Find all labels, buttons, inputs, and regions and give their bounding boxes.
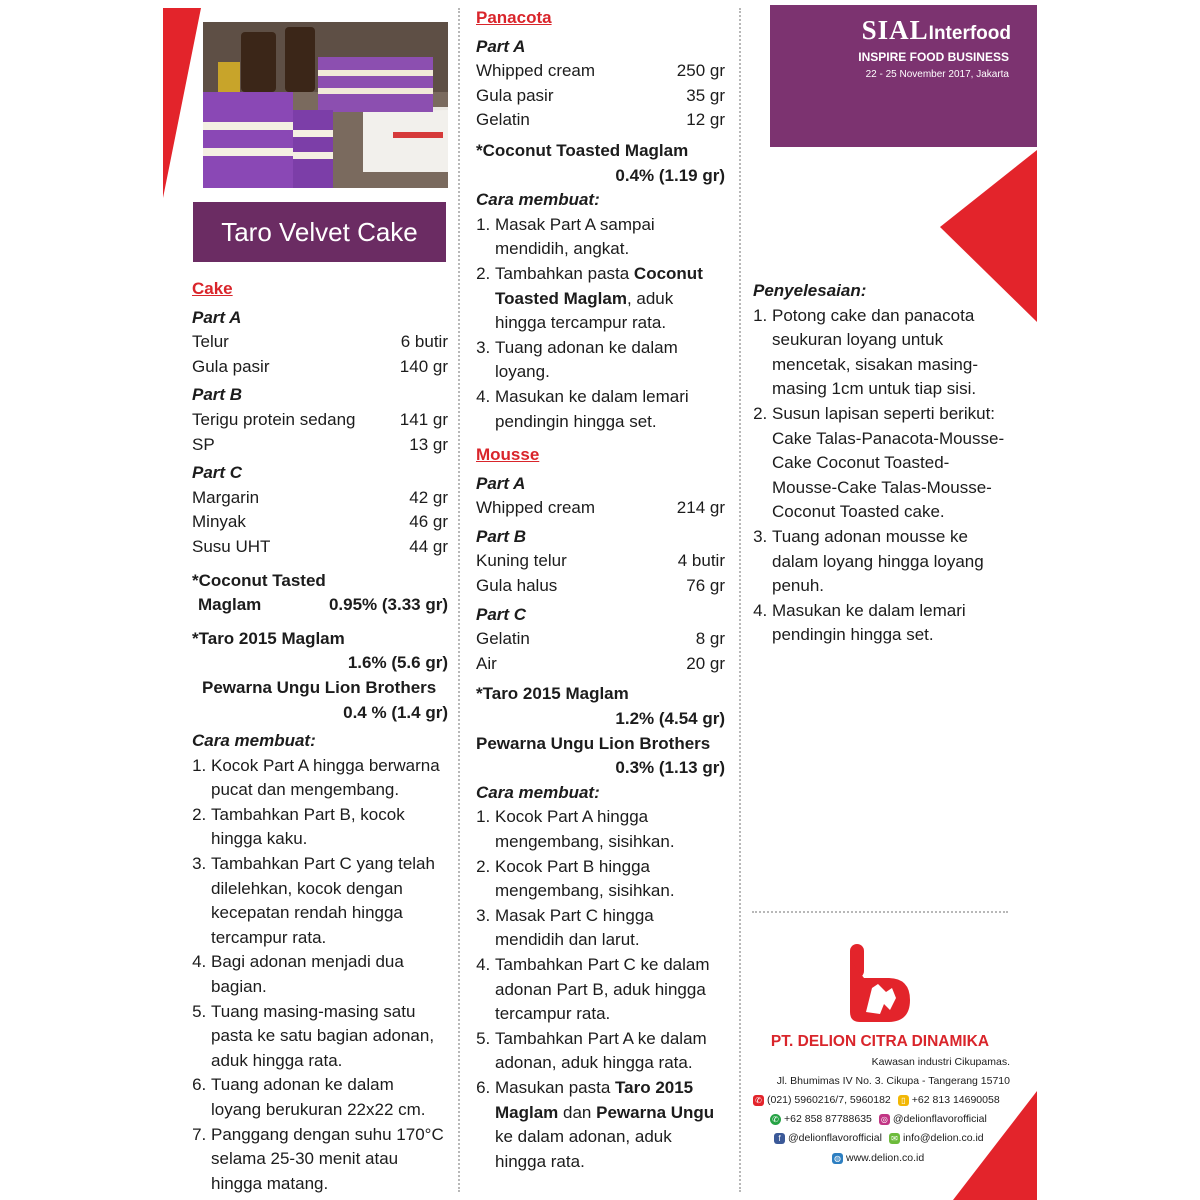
middle-column <box>476 6 725 1174</box>
mobile-icon: ▯ <box>898 1095 909 1106</box>
contact-social: f @delionflavorofficial ✉ info@delion.co.id <box>774 1132 984 1144</box>
ingredient-row: Minyak 46 gr <box>192 512 448 532</box>
event-logo: SIALInterfood <box>861 15 1011 45</box>
facebook-icon: f <box>774 1133 785 1144</box>
contact-social: ✆ +62 858 87788635 ◎ @delionflavorofficial <box>770 1113 987 1125</box>
ingredient-row: Whipped cream 250 gr <box>476 61 725 81</box>
step: 2. Kocok Part B hingga mengembang, sisihkan. <box>495 855 725 904</box>
part-label: Part B <box>476 526 527 546</box>
finishing-steps <box>753 304 1011 648</box>
company-address: Jl. Bhumimas IV No. 3. Cikupa - Tangerang 15710 <box>776 1075 1010 1087</box>
step: 4. Tambahkan Part C ke dalam adonan Part B, aduk hingga tercampur rata. <box>495 953 725 1027</box>
mousse-heading: Mousse <box>476 445 540 465</box>
step: 3. Tuang adonan mousse ke dalam loyang hingga loyang penuh. <box>772 525 1011 599</box>
ingredient-row: Air 20 gr <box>476 653 725 673</box>
company-address: Kawasan industri Cikupamas. <box>871 1056 1010 1068</box>
step: 7. Panggang dengan suhu 170°C selama 25-30 menit atau hingga matang. <box>211 1123 448 1197</box>
extra-ingredient: Pewarna Ungu Lion Brothers <box>476 733 711 753</box>
step: 1. Potong cake dan panacota seukuran loyang untuk mencetak, sisakan masing-masing 1cm untuk tiap sisi. <box>772 304 1011 402</box>
ingredient-row: Susu UHT 44 gr <box>192 536 448 556</box>
step: 3. Masak Part C hingga mendidih dan larut. <box>495 904 725 953</box>
footer-divider <box>752 911 1008 913</box>
extra-ingredient-qty: 0.3% (1.13 gr) <box>615 758 725 778</box>
ingredient-row: Gula pasir 140 gr <box>192 356 448 376</box>
part-label: Part C <box>476 604 527 624</box>
email-icon: ✉ <box>889 1133 900 1144</box>
event-banner <box>770 5 1037 147</box>
globe-icon: ◍ <box>832 1153 843 1164</box>
step: 2. Tambahkan Part B, kocok hingga kaku. <box>211 803 448 852</box>
step: 5. Tuang masing-masing satu pasta ke satu bagian adonan, aduk hingga rata. <box>211 1000 448 1074</box>
step: 1. Kocok Part A hingga berwarna pucat dan mengembang. <box>211 754 448 803</box>
extra-ingredient-qty: 1.2% (4.54 gr) <box>615 709 725 729</box>
ingredient-row: Margarin 42 gr <box>192 487 448 507</box>
part-label: Part A <box>476 36 526 56</box>
company-name: PT. DELION CITRA DINAMIKA <box>770 1033 990 1050</box>
step: 1. Masak Part A sampai mendidih, angkat. <box>495 213 725 262</box>
instagram-icon: ◎ <box>879 1114 890 1125</box>
step: 2. Susun lapisan seperti berikut: Cake Talas-Panacota-Mousse-Cake Coconut Toasted-Mousse-Cake Talas-Mousse-Coconut Toasted cake. <box>772 402 1011 525</box>
phone-icon: ✆ <box>753 1095 764 1106</box>
step: 6. Masukan pasta Taro 2015 Maglam dan Pewarna Ungu ke dalam adonan, aduk hingga rata. <box>495 1076 725 1174</box>
finishing-section <box>753 279 1011 648</box>
ingredient-row: SP 13 gr <box>192 434 448 454</box>
step: 5. Tambahkan Part A ke dalam adonan, aduk hingga rata. <box>495 1027 725 1076</box>
method-label: Cara membuat: <box>192 731 316 751</box>
step: 3. Tuang adonan ke dalam loyang. <box>495 336 725 385</box>
cake-photo <box>203 22 448 188</box>
column-divider <box>458 8 460 1192</box>
whatsapp-icon: ✆ <box>770 1114 781 1125</box>
extra-ingredient-qty: 0.4 % (1.4 gr) <box>343 702 448 722</box>
contact-phone: ✆ (021) 5960216/7, 5960182 ▯ +62 813 14690058 <box>753 1094 1000 1106</box>
finishing-label: Penyelesaian: <box>753 281 867 300</box>
mousse-steps <box>476 805 725 1174</box>
step: 3. Tambahkan Part C yang telah dilelehkan, kocok dengan kecepatan rendah hingga tercampur rata. <box>211 852 448 950</box>
ingredient-row: Gula pasir 35 gr <box>476 85 725 105</box>
red-corner-decoration <box>953 1091 1037 1200</box>
method-label: Cara membuat: <box>476 782 600 802</box>
ingredient-row: Gelatin 12 gr <box>476 110 725 130</box>
event-date: 22 - 25 November 2017, Jakarta <box>865 69 1009 80</box>
extra-ingredient-qty: 1.6% (5.6 gr) <box>347 653 448 673</box>
ingredient-row: Telur 6 butir <box>192 332 448 352</box>
part-label: Part A <box>476 473 526 493</box>
extra-ingredient: *Coconut Toasted Maglam <box>476 140 689 160</box>
step: 6. Tuang adonan ke dalam loyang berukuran 22x22 cm. <box>211 1073 448 1122</box>
panacota-steps <box>476 213 725 434</box>
cake-section <box>192 277 448 1196</box>
company-logo-icon <box>848 940 912 1024</box>
recipe-title-banner <box>193 202 446 262</box>
step: 4. Masukan ke dalam lemari pendingin hingga set. <box>495 385 725 434</box>
ingredient-row: Terigu protein sedang 141 gr <box>192 409 448 429</box>
recipe-title: Taro Velvet Cake <box>221 216 418 247</box>
part-label: Part B <box>192 385 243 405</box>
column-divider <box>739 8 741 1192</box>
ingredient-row: Kuning telur 4 butir <box>476 551 725 571</box>
step: 4. Masukan ke dalam lemari pendingin hingga set. <box>772 599 1011 648</box>
extra-ingredient: *Coconut Tasted <box>192 570 326 590</box>
event-tagline: INSPIRE FOOD BUSINESS <box>858 50 1009 64</box>
method-label: Cara membuat: <box>476 190 600 210</box>
red-corner-decoration <box>163 8 201 198</box>
step: 4. Bagi adonan menjadi dua bagian. <box>211 950 448 999</box>
cake-heading: Cake <box>192 279 233 298</box>
ingredient-row: Whipped cream 214 gr <box>476 498 725 518</box>
extra-ingredient: *Taro 2015 Maglam <box>192 628 345 648</box>
panacota-heading: Panacota <box>476 8 552 27</box>
part-label: Part A <box>192 307 242 327</box>
contact-website: ◍ www.delion.co.id <box>834 1152 925 1164</box>
extra-ingredient: Pewarna Ungu Lion Brothers <box>202 677 437 697</box>
cake-steps <box>192 754 448 1197</box>
step: 2. Tambahkan pasta Coconut Toasted Maglam, aduk hingga tercampur rata. <box>495 262 725 336</box>
ingredient-row: Gula halus 76 gr <box>476 576 725 596</box>
ingredient-row: Gelatin 8 gr <box>476 629 725 649</box>
extra-ingredient-qty: 0.4% (1.19 gr) <box>615 165 725 185</box>
part-label: Part C <box>192 463 243 483</box>
step: 1. Kocok Part A hingga mengembang, sisihkan. <box>495 805 725 854</box>
extra-ingredient-row: Maglam 0.95% (3.33 gr) <box>198 595 448 615</box>
extra-ingredient: *Taro 2015 Maglam <box>476 684 629 704</box>
